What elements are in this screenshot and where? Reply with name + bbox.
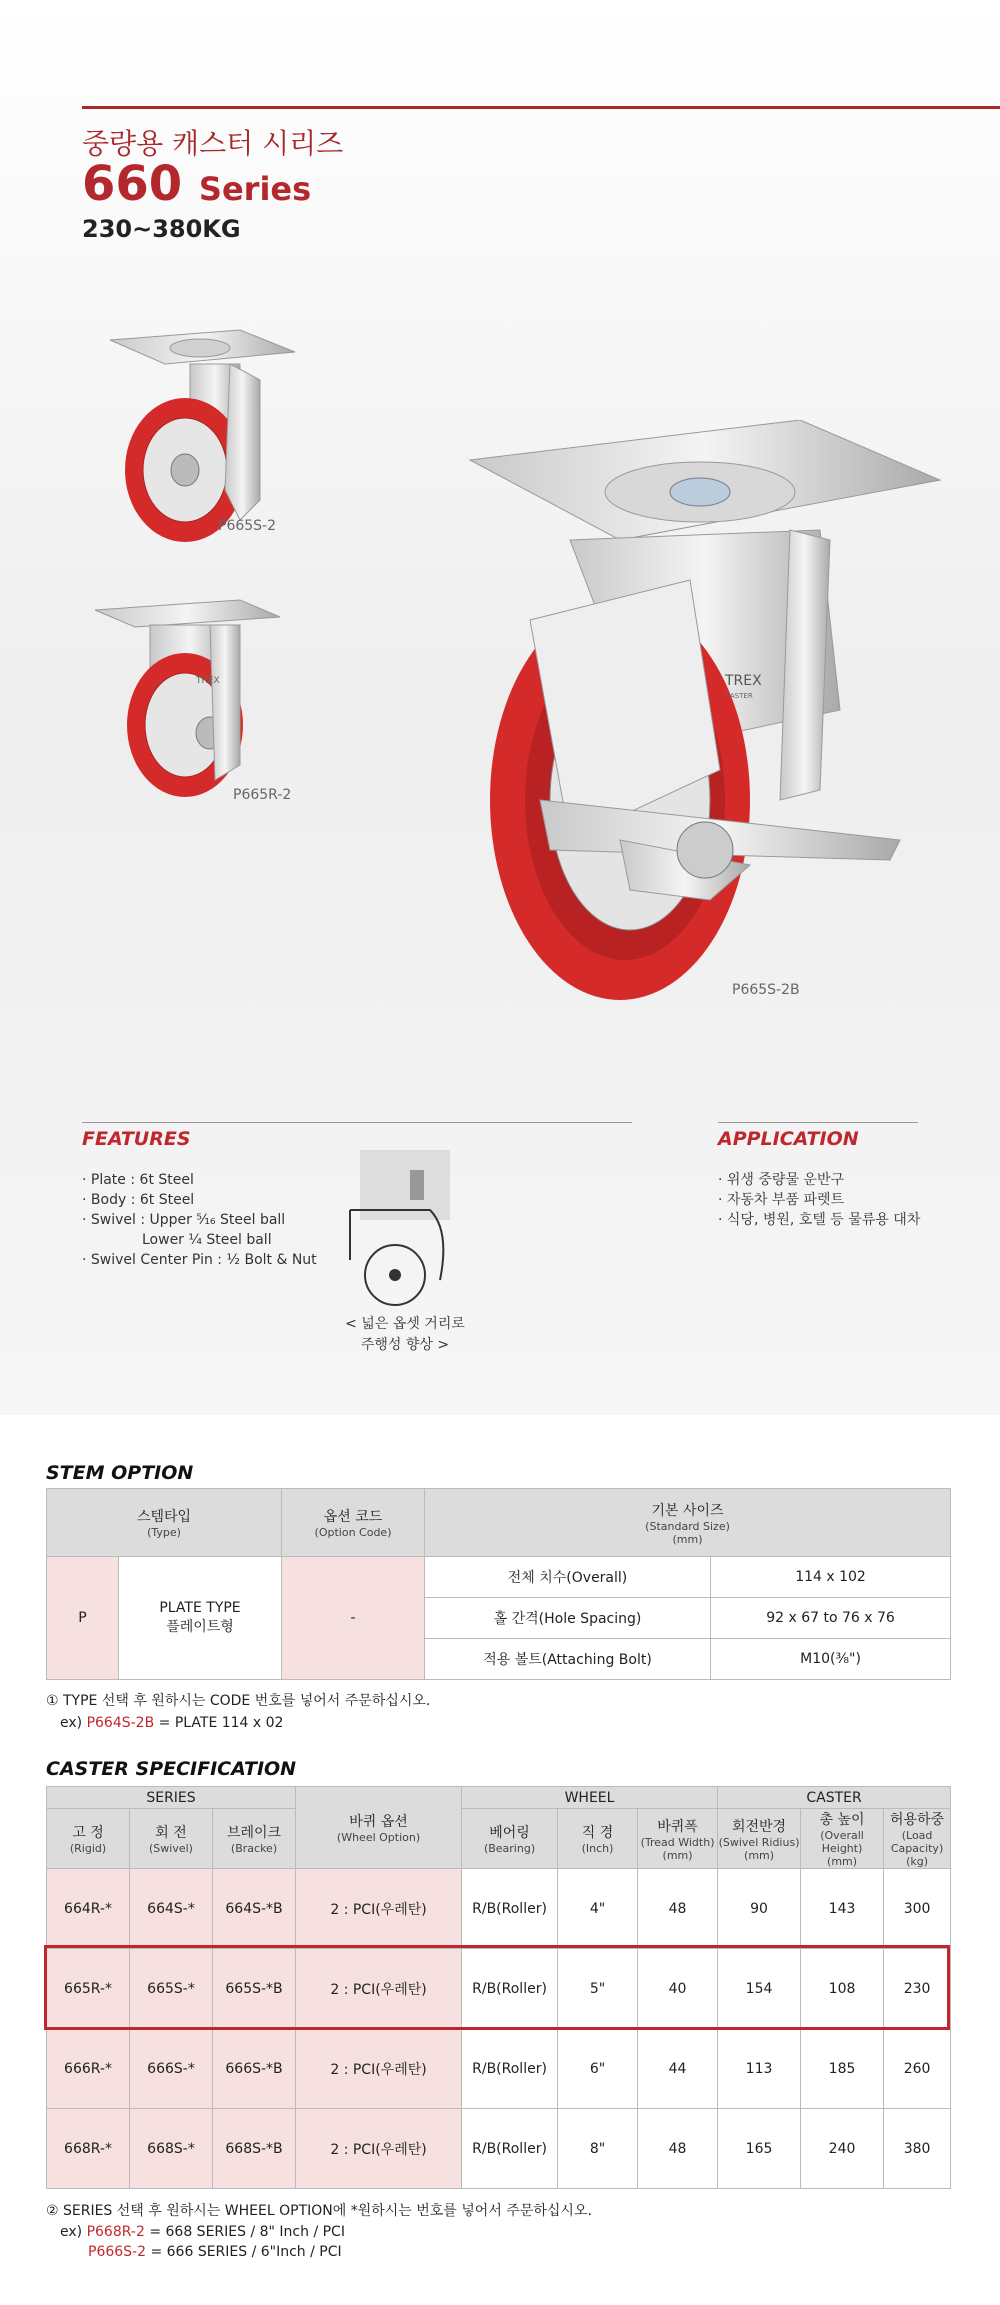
caster-swivel-image <box>90 320 310 550</box>
stem-note: ① TYPE 선택 후 원하시는 CODE 번호를 넣어서 주문하십시오. <box>46 1693 431 1709</box>
rigid-cell: 664R-* <box>47 1869 130 1949</box>
diameter-cell: 4" <box>558 1869 638 1949</box>
radius-cell: 90 <box>718 1869 801 1949</box>
stem-option-table <box>46 1488 951 1680</box>
application-item: · 자동차 부품 파렛트 <box>718 1192 844 1208</box>
stem-type-code: P <box>47 1557 119 1680</box>
radius-cell: 165 <box>718 2109 801 2189</box>
swivel-cell: 668S-* <box>130 2109 213 2189</box>
brake-cell: 665S-*B <box>213 1949 296 2029</box>
caster-example-1: ex) P668R-2 = 668 SERIES / 8" Inch / PCI <box>60 2224 345 2240</box>
stem-option-title: STEM OPTION <box>46 1462 194 1484</box>
stem-row-value: 92 x 67 to 76 x 76 <box>711 1598 951 1639</box>
height-cell: 108 <box>801 1949 884 2029</box>
series-header: SERIES <box>47 1787 296 1809</box>
brake-cell: 664S-*B <box>213 1869 296 1949</box>
load-cell: 230 <box>884 1949 951 2029</box>
tread-cell: 40 <box>638 1949 718 2029</box>
offset-note-line1: < 넓은 옵셋 거리로 <box>345 1316 465 1332</box>
bearing-cell: R/B(Roller) <box>462 2109 558 2189</box>
brake-cell: 668S-*B <box>213 2109 296 2189</box>
load-cell: 380 <box>884 2109 951 2189</box>
series-number: 660 <box>82 156 183 212</box>
tread-cell: 44 <box>638 2029 718 2109</box>
brand-mark-sub: CASTER <box>725 692 753 700</box>
stem-row-label: 홀 간격(Hole Spacing) <box>425 1598 711 1639</box>
feature-item: Lower ¹⁄₄ Steel ball <box>142 1232 272 1248</box>
diameter-cell: 5" <box>558 1949 638 2029</box>
feature-item: · Plate : 6t Steel <box>82 1172 194 1188</box>
application-item: · 위생 중량물 운반구 <box>718 1172 844 1188</box>
offset-note <box>310 1314 500 1356</box>
bearing-cell: R/B(Roller) <box>462 1949 558 2029</box>
stem-code-header: 옵션 코드 (Option Code) <box>282 1489 425 1557</box>
wheel-option-cell: 2 : PCI(우레탄) <box>296 2109 462 2189</box>
height-cell: 240 <box>801 2109 884 2189</box>
application-rule <box>718 1122 918 1123</box>
stem-example: ex) P664S-2B = PLATE 114 x 02 <box>60 1715 284 1731</box>
diameter-cell: 8" <box>558 2109 638 2189</box>
rigid-cell: 666R-* <box>47 2029 130 2109</box>
height-cell: 185 <box>801 2029 884 2109</box>
caster-note: ② SERIES 선택 후 원하시는 WHEEL OPTION에 *원하시는 번호를 넣어서 주문하십시오. <box>46 2203 592 2219</box>
series-word: Series <box>198 170 312 208</box>
stem-type-name: PLATE TYPE 플레이트형 <box>119 1557 282 1680</box>
stem-type-header: 스템타입 (Type) <box>47 1489 282 1557</box>
caption-p665r-2: P665R-2 <box>233 787 292 803</box>
series-title <box>82 156 311 212</box>
radius-cell: 154 <box>718 1949 801 2029</box>
wheel-header: WHEEL <box>462 1787 718 1809</box>
caster-brake-image <box>420 420 950 1010</box>
wheel-option-cell: 2 : PCI(우레탄) <box>296 1949 462 2029</box>
swivel-header: 회 전 (Swivel) <box>130 1809 213 1869</box>
tread-cell: 48 <box>638 2109 718 2189</box>
tread-header: 바퀴폭 (Tread Width) (mm) <box>638 1809 718 1869</box>
highlight-row-665 <box>44 1945 950 2030</box>
diameter-cell: 6" <box>558 2029 638 2109</box>
features-rule <box>82 1122 632 1123</box>
load-cell: 300 <box>884 1869 951 1949</box>
rigid-cell: 665R-* <box>47 1949 130 2029</box>
table-row <box>47 2029 951 2109</box>
bearing-cell: R/B(Roller) <box>462 1869 558 1949</box>
brand-mark: TREX <box>725 673 762 689</box>
application-list <box>718 1170 920 1230</box>
load-header: 허용하중 (Load Capacity) (kg) <box>884 1809 951 1869</box>
height-cell: 143 <box>801 1869 884 1949</box>
radius-header: 회전반경 (Swivel Ridius) (mm) <box>718 1809 801 1869</box>
tread-cell: 48 <box>638 1869 718 1949</box>
kr-title: 중량용 캐스터 시리즈 <box>82 127 344 160</box>
wheel-option-header: 바퀴 옵션 (Wheel Option) <box>296 1787 462 1869</box>
header-rule <box>82 106 1000 109</box>
brand-mark-small: TREX <box>196 676 220 686</box>
diameter-header: 직 경 (Inch) <box>558 1809 638 1869</box>
brake-cell: 666S-*B <box>213 2029 296 2109</box>
offset-diagram <box>340 1150 480 1310</box>
features-title: FEATURES <box>82 1128 191 1150</box>
stem-row-label: 전체 치수(Overall) <box>425 1557 711 1598</box>
caster-header: CASTER <box>718 1787 951 1809</box>
application-item: · 식당, 병원, 호텔 등 물류용 대차 <box>718 1212 921 1228</box>
wheel-option-cell: 2 : PCI(우레탄) <box>296 1869 462 1949</box>
height-header: 총 높이 (Overall Height) (mm) <box>801 1809 884 1869</box>
radius-cell: 113 <box>718 2029 801 2109</box>
offset-note-line2: 주행성 향상 > <box>360 1337 450 1353</box>
feature-item: · Swivel : Upper ⁵⁄₁₆ Steel ball <box>82 1212 286 1228</box>
caster-rigid-image <box>90 595 290 805</box>
swivel-cell: 664S-* <box>130 1869 213 1949</box>
application-title: APPLICATION <box>718 1128 859 1150</box>
table-row <box>47 2109 951 2189</box>
bearing-header: 베어링 (Bearing) <box>462 1809 558 1869</box>
brake-header: 브레이크 (Bracke) <box>213 1809 296 1869</box>
wheel-option-cell: 2 : PCI(우레탄) <box>296 2029 462 2109</box>
stem-row-value: M10(³⁄₈") <box>711 1639 951 1680</box>
features-list <box>82 1170 317 1270</box>
feature-item: · Body : 6t Steel <box>82 1192 195 1208</box>
caption-p665s-2b: P665S-2B <box>732 982 800 998</box>
stem-option-code: - <box>282 1557 425 1680</box>
rigid-header: 고 정 (Rigid) <box>47 1809 130 1869</box>
stem-row-value: 114 x 102 <box>711 1557 951 1598</box>
caption-p665s-2: P665S-2 <box>218 518 277 534</box>
stem-row-label: 적용 볼트(Attaching Bolt) <box>425 1639 711 1680</box>
weight-range: 230~380KG <box>82 215 241 243</box>
bearing-cell: R/B(Roller) <box>462 2029 558 2109</box>
feature-item: · Swivel Center Pin : ¹⁄₂ Bolt & Nut <box>82 1252 317 1268</box>
stem-size-header: 기본 사이즈 (Standard Size) (mm) <box>425 1489 951 1557</box>
table-row <box>47 1869 951 1949</box>
swivel-cell: 666S-* <box>130 2029 213 2109</box>
swivel-cell: 665S-* <box>130 1949 213 2029</box>
caster-example-2: P666S-2 = 666 SERIES / 6"Inch / PCI <box>88 2244 342 2260</box>
rigid-cell: 668R-* <box>47 2109 130 2189</box>
load-cell: 260 <box>884 2029 951 2109</box>
caster-spec-title: CASTER SPECIFICATION <box>46 1758 297 1780</box>
